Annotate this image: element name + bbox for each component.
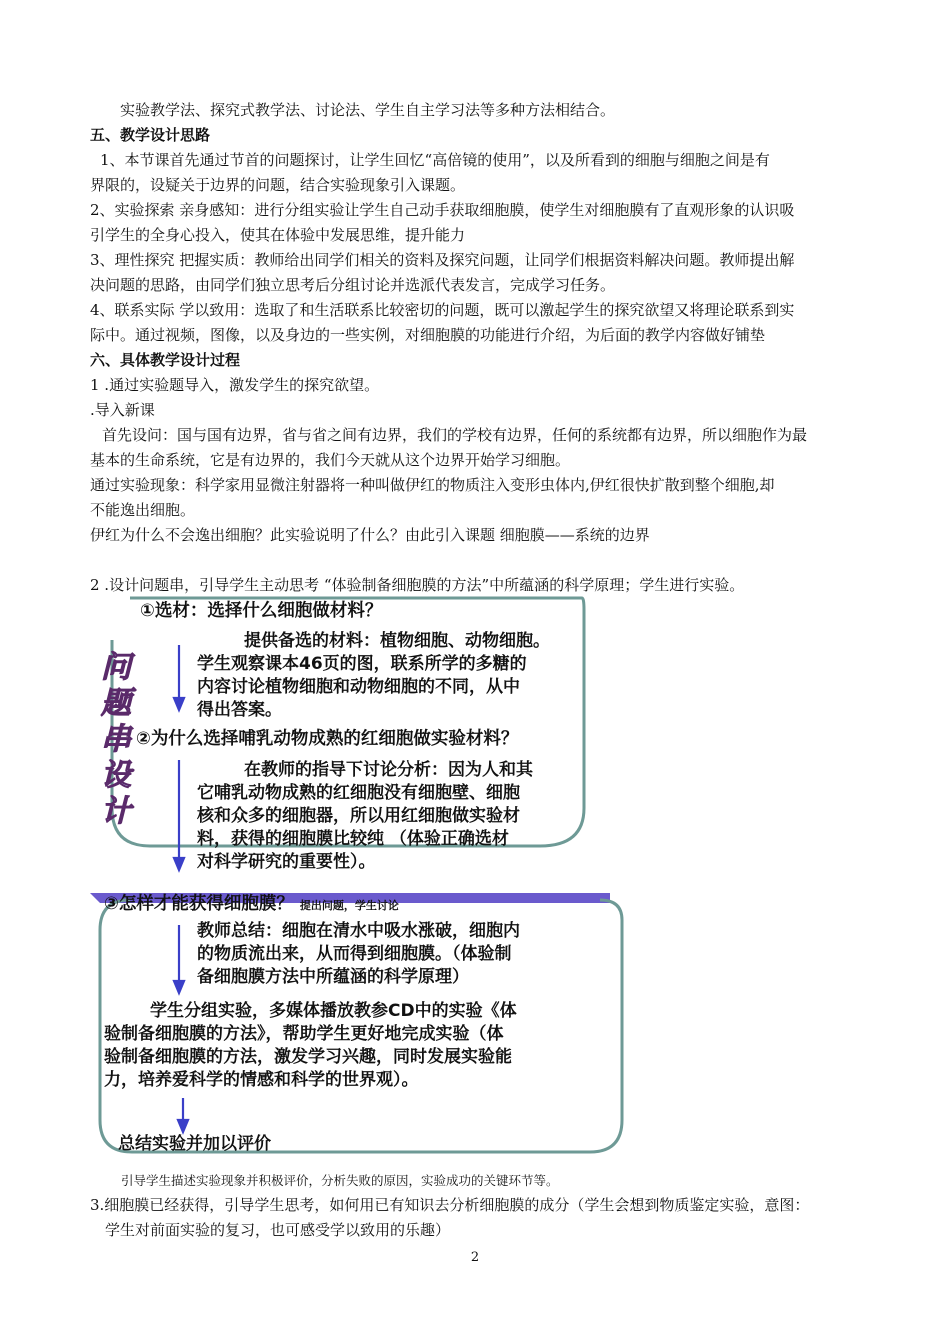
vertical-char: 计 <box>101 794 131 829</box>
figure1-q1-line-2: 学生观察课本46页的图，联系所学的多糖的 <box>197 654 527 674</box>
figure1-q2-line-1: 在教师的指导下讨论分析：因为人和其 <box>244 760 533 780</box>
vertical-char: 问 <box>101 650 131 685</box>
paragraph-question-b: 基本的生命系统，它是有边界的，我们今天就从这个边界开始学习细胞。 <box>90 451 571 469</box>
figure2-teacher-line-1: 教师总结：细胞在清水中吸水涨破，细胞内 <box>197 921 520 941</box>
paragraph-design-2a: 2、实验探索 亲身感知：进行分组实验让学生自己动手获取细胞膜，使学生对细胞膜有了直观形象的认识吸 <box>90 201 795 219</box>
paragraph-step-2: 2 .设计问题串，引导学生主动思考 “体验制备细胞膜的方法”中所蕴涵的科学原理；学生进行实验。 <box>90 576 745 594</box>
vertical-label <box>96 650 136 830</box>
figure2-teacher-line-2: 的物质流出来，从而得到细胞膜。（体验制 <box>197 944 512 964</box>
figure2-q3-note: 提出问题，学生讨论 <box>299 899 399 912</box>
figure2-student-line-4: 力，培养爱科学的情感和科学的世界观）。 <box>104 1070 419 1090</box>
arrow-down-icon <box>178 1098 188 1132</box>
vertical-char: 设 <box>101 758 131 793</box>
paragraph-design-4a: 4、联系实际 学以致用：选取了和生活联系比较密切的问题，既可以激起学生的探究欲望又将理论联系到实 <box>90 301 795 319</box>
heading-section-5: 五、教学设计思路 <box>90 126 211 144</box>
figure2-student-line-2: 验制备细胞膜的方法》，帮助学生更好地完成实验（体 <box>104 1024 504 1044</box>
arrow-down-icon <box>174 760 184 870</box>
paragraph-step-3b: 学生对前面实验的复习，也可感受学以致用的乐趣） <box>105 1221 451 1239</box>
figure1-q1-line-4: 得出答案。 <box>197 700 282 720</box>
figure1-q2-line-3: 核和众多的细胞器，所以用红细胞做实验材 <box>197 806 520 826</box>
paragraph-intro-title: .导入新课 <box>90 401 155 419</box>
paragraph-design-3a: 3、理性探究 把握实质：教师给出同学们相关的资料及探究问题，让同学们根据资料解决问题。教师提出解 <box>90 251 795 269</box>
vertical-char: 串 <box>101 722 131 757</box>
paragraph-question-a: 首先设问：国与国有边界，省与省之间有边界，我们的学校有边界，任何的系统都有边界，所以细胞作为最 <box>102 426 808 444</box>
paragraph-step-3a: 3.细胞膜已经获得，引导学生思考，如何用已有知识去分析细胞膜的成分（学生会想到物质鉴定实验，意图： <box>90 1196 810 1214</box>
figure1-q2-line-2: 它哺乳动物成熟的红细胞没有细胞壁、细胞 <box>197 783 520 803</box>
arrow-down-icon <box>174 645 184 710</box>
figure2-summary: 总结实验并加以评价 <box>118 1134 271 1154</box>
paragraph-step-1: 1 .通过实验题导入，激发学生的探究欲望。 <box>90 376 380 394</box>
paragraph-design-2b: 引学生的全身心投入，使其在体验中发展思维，提升能力 <box>90 226 466 244</box>
figure2-teacher-line-3: 备细胞膜方法中所蕴涵的科学原理） <box>197 967 469 987</box>
paragraph-design-3b: 决问题的思路，由同学们独立思考后分组讨论并选派代表发言，完成学习任务。 <box>90 276 616 294</box>
figure2-q3-text: ③怎样才能获得细胞膜？ <box>104 894 294 914</box>
figure1-question-1: ①选材：选择什么细胞做材料？ <box>140 601 383 621</box>
paragraph-design-1b: 界限的，设疑关于边界的问题，结合实验现象引入课题。 <box>90 176 466 194</box>
figure2-student-line-3: 验制备细胞膜的方法，激发学习兴趣，同时发展实验能 <box>104 1047 512 1067</box>
paragraph-topic: 伊红为什么不会逸出细胞？此实验说明了什么？由此引入课题 细胞膜——系统的边界 <box>90 526 650 544</box>
paragraph-methods: 实验教学法、探究式教学法、讨论法、学生自主学习法等多种方法相结合。 <box>120 101 616 119</box>
figure2-question-3 <box>104 893 399 917</box>
paragraph-experiment-a: 通过实验现象：科学家用显微注射器将一种叫做伊红的物质注入变形虫体内,伊红很快扩散到整个细胞,却 <box>90 476 775 494</box>
paragraph-design-4b: 际中。通过视频，图像，以及身边的一些实例，对细胞膜的功能进行介绍，为后面的教学内容做好铺垫 <box>90 326 766 344</box>
heading-section-6: 六、具体教学设计过程 <box>90 351 241 369</box>
figure1-question-2: ②为什么选择哺乳动物成熟的红细胞做实验材料？ <box>136 729 519 749</box>
figure1-q1-line-3: 内容讨论植物细胞和动物细胞的不同，从中 <box>197 677 520 697</box>
vertical-char: 题 <box>101 686 131 721</box>
arrow-down-icon <box>174 925 184 993</box>
figure2-student-line-1: 学生分组实验，多媒体播放教参CD中的实验《体 <box>150 1001 517 1021</box>
page-number: 2 <box>470 1250 480 1265</box>
figure1-q2-line-5: 对科学研究的重要性）。 <box>197 852 376 872</box>
paragraph-design-1a: 1、本节课首先通过节首的问题探讨，让学生回忆“高倍镜的使用”，以及所看到的细胞与细胞之间是有 <box>100 151 770 169</box>
figure1-q2-line-4: 料，获得的细胞膜比较纯 （体验正确选材 <box>197 829 509 849</box>
figure1-q1-line-1: 提供备选的材料：植物细胞、动物细胞。 <box>244 631 550 651</box>
paragraph-experiment-b: 不能逸出细胞。 <box>90 501 196 519</box>
figure-caption: 引导学生描述实验现象并积极评价，分析失败的原因，实验成功的关键环节等。 <box>121 1173 559 1188</box>
